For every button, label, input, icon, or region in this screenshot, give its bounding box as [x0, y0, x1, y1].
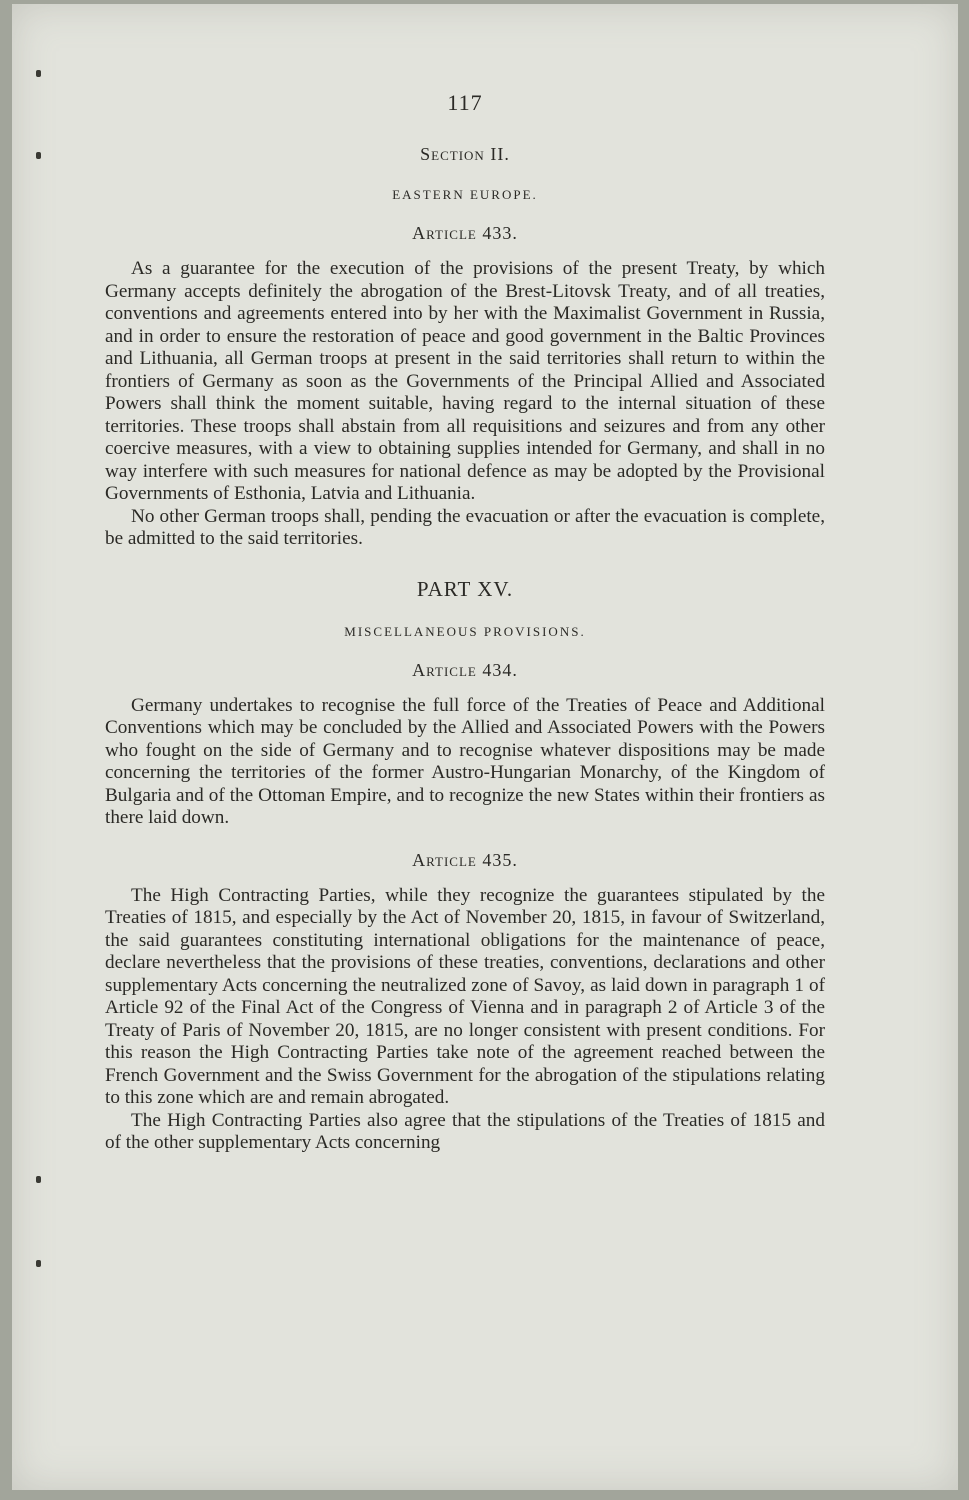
margin-mark: [36, 1176, 41, 1183]
document-body: [105, 90, 825, 1155]
margin-mark: [36, 70, 41, 77]
article-433-paragraph-1: As a guarantee for the execution of the provisions of the present Treaty, by which Germany accepts definitely the abrogation of the Brest-Litovsk Treaty, and of all treaties, conventions and agreements entered into by her with the Maximalist Government in Russia, and in order to ensure the restoration of peace and good government in the Baltic Provinces and Lithuania, all German troops at present in the said territories shall return to within the frontiers of Germany as soon as the Governments of the Principal Allied and Associated Powers shall think the moment suitable, having regard to the internal situation of these territories. These troops shall abstain from all requisitions and seizures and from any other coercive measures, with a view to obtaining supplies intended for Germany, and shall in no way interfere with such measures for national defence as may be adopted by the Provisional Governments of Esthonia, Latvia and Lithuania.: [105, 258, 825, 504]
margin-mark: [36, 152, 41, 159]
article-435-paragraph-2: The High Contracting Parties also agree that the stipulations of the Treaties of 1815 and of the other supplementary Acts concerning: [105, 1109, 825, 1153]
section-heading: Section II.: [420, 144, 510, 164]
article-435-paragraph-1: The High Contracting Parties, while they recognize the guarantees stipulated by the Treaties of 1815, and especially by the Act of November 20, 1815, in favour of Switzerland, the said guarantees constituting international obligations for the maintenance of peace, declare nevertheless that the provisions of these treaties, conventions, declarations and other supplementary Acts concerning the neutralized zone of Savoy, as laid down in paragraph 1 of Article 92 of the Final Act of the Congress of Vienna and in paragraph 2 of Article 3 of the Treaty of Paris of November 20, 1815, are no longer consistent with present conditions. For this reason the High Contracting Parties take note of the agreement reached between the French Government and the Swiss Government for the abrogation of the stipulations relating to this zone which are and remain abrogated.: [105, 884, 825, 1108]
section-subheading: EASTERN EUROPE.: [392, 187, 538, 202]
margin-mark: [36, 1260, 41, 1267]
article-434-heading: Article 434.: [412, 659, 518, 680]
part-heading: PART XV.: [416, 576, 514, 601]
article-433-paragraph-2: No other German troops shall, pending the evacuation or after the evacuation is complete, be admitted to the said territories.: [105, 505, 825, 549]
page-number: 117: [447, 90, 483, 115]
article-434-paragraph-1: Germany undertakes to recognise the full force of the Treaties of Peace and Additional Conventions which may be concluded by the Allied and Associated Powers with the Powers who fought on the side of Germany and to recognise whatever dispositions may be made concerning the territories of the former Austro-Hungarian Monarchy, of the Kingdom of Bulgaria and of the Ottoman Empire, and to recognize the new States within their frontiers as there laid down.: [105, 694, 825, 828]
part-subheading: MISCELLANEOUS PROVISIONS.: [344, 623, 586, 639]
page-sheet: [12, 4, 958, 1490]
article-433-heading: Article 433.: [412, 223, 518, 243]
article-435-heading: Article 435.: [412, 849, 518, 870]
